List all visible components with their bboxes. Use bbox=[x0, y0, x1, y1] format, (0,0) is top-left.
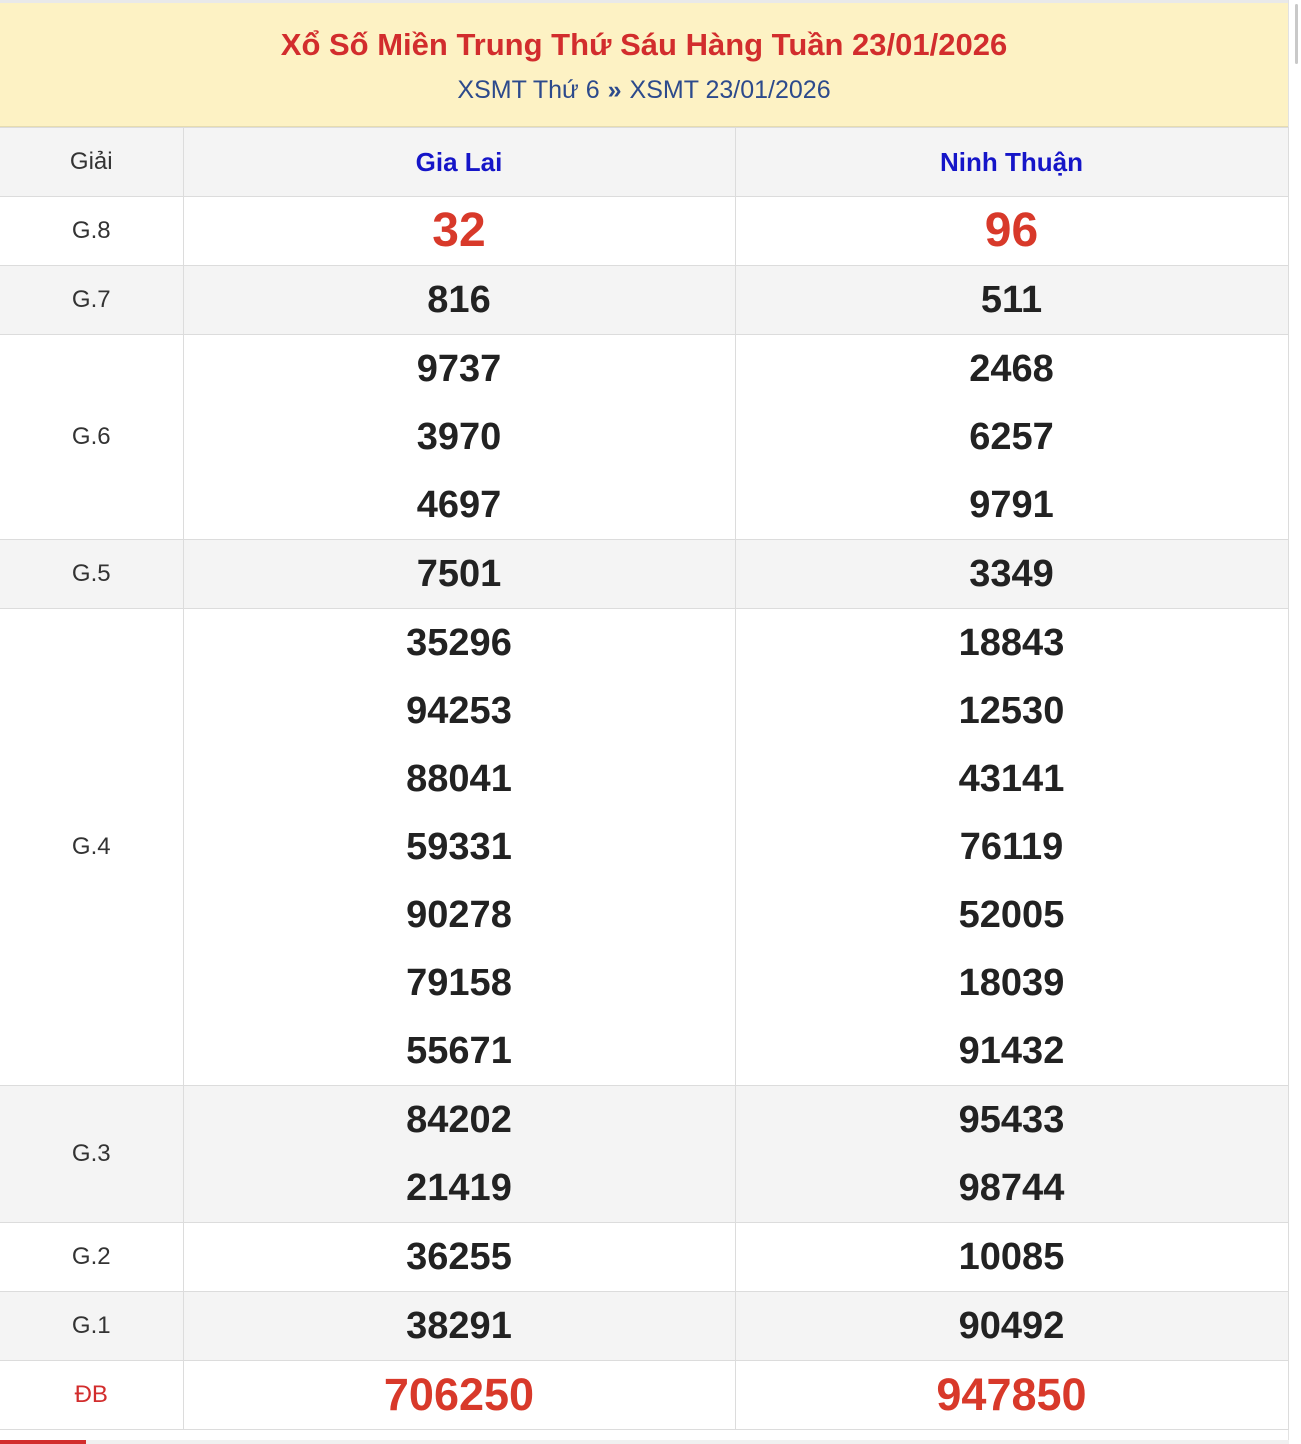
prize-name-special: ĐB bbox=[0, 1361, 183, 1430]
result-number: 18843 bbox=[958, 622, 1065, 664]
result-cell-gia-lai bbox=[183, 1086, 735, 1223]
result-number: 7501 bbox=[416, 553, 502, 595]
special-prize-number: 706250 bbox=[383, 1369, 535, 1420]
table-row bbox=[0, 1292, 1288, 1361]
result-number: 52005 bbox=[958, 894, 1065, 936]
bottom-tab-strip bbox=[0, 1440, 1289, 1444]
prize-column-header: Giải bbox=[0, 128, 183, 197]
result-number: 98744 bbox=[958, 1167, 1065, 1209]
result-number: 3349 bbox=[969, 553, 1054, 595]
result-number: 6257 bbox=[969, 416, 1054, 458]
result-cell-ninh-thuan bbox=[735, 1292, 1288, 1361]
result-cell-ninh-thuan bbox=[735, 335, 1288, 540]
result-number: 12530 bbox=[958, 690, 1065, 732]
result-number: 18039 bbox=[958, 962, 1065, 1004]
prize-name: G.2 bbox=[0, 1223, 183, 1292]
result-number: 88041 bbox=[406, 758, 512, 800]
result-cell-ninh-thuan bbox=[735, 197, 1288, 266]
active-tab-indicator bbox=[0, 1440, 86, 1444]
prize-name: G.1 bbox=[0, 1292, 183, 1361]
prize-name: G.7 bbox=[0, 266, 183, 335]
result-number: 90278 bbox=[406, 894, 512, 936]
result-number: 84202 bbox=[406, 1099, 512, 1141]
result-cell-ninh-thuan bbox=[735, 1223, 1288, 1292]
result-number: 91432 bbox=[958, 1030, 1065, 1072]
result-number: 21419 bbox=[406, 1167, 512, 1209]
result-number: 4697 bbox=[416, 484, 502, 526]
result-cell-ninh-thuan bbox=[735, 266, 1288, 335]
result-cell-ninh-thuan bbox=[735, 1086, 1288, 1223]
result-number: 43141 bbox=[958, 758, 1065, 800]
result-number: 38291 bbox=[406, 1305, 512, 1347]
result-number: 36255 bbox=[406, 1236, 512, 1278]
table-row bbox=[0, 266, 1288, 335]
result-number: 10085 bbox=[958, 1236, 1065, 1278]
result-cell-ninh-thuan bbox=[735, 1361, 1288, 1430]
prize-name: G.3 bbox=[0, 1086, 183, 1223]
result-cell-gia-lai bbox=[183, 1292, 735, 1361]
result-number: 3970 bbox=[416, 416, 502, 458]
result-cell-gia-lai bbox=[183, 1223, 735, 1292]
page-scrollbar[interactable] bbox=[1293, 0, 1301, 1444]
result-number: 9791 bbox=[969, 484, 1054, 526]
result-cell-gia-lai bbox=[183, 197, 735, 266]
prize-name: G.6 bbox=[0, 335, 183, 540]
result-number: 511 bbox=[980, 279, 1043, 321]
result-number: 816 bbox=[427, 279, 491, 321]
scrollbar-thumb[interactable] bbox=[1295, 4, 1298, 64]
breadcrumb-link-xsmt-date[interactable]: XSMT 23/01/2026 bbox=[629, 76, 831, 104]
result-number: 35296 bbox=[406, 622, 512, 664]
result-number: 90492 bbox=[958, 1305, 1065, 1347]
table-row bbox=[0, 335, 1288, 540]
table-row bbox=[0, 1223, 1288, 1292]
result-cell-gia-lai bbox=[183, 540, 735, 609]
result-cell-ninh-thuan bbox=[735, 540, 1288, 609]
results-table bbox=[0, 127, 1289, 1430]
prize-name: G.4 bbox=[0, 609, 183, 1086]
result-number: 94253 bbox=[406, 690, 512, 732]
result-cell-ninh-thuan bbox=[735, 609, 1288, 1086]
page-title: Xổ Số Miền Trung Thứ Sáu Hàng Tuần 23/01/2026 bbox=[280, 27, 1008, 62]
result-number: 79158 bbox=[406, 962, 512, 1004]
breadcrumb bbox=[0, 75, 1288, 105]
special-prize-number: 947850 bbox=[936, 1369, 1087, 1420]
result-cell-gia-lai bbox=[183, 335, 735, 540]
table-row bbox=[0, 540, 1288, 609]
result-number: 32 bbox=[432, 204, 486, 257]
results-header bbox=[0, 0, 1288, 127]
breadcrumb-separator: » bbox=[607, 76, 622, 104]
result-number: 2468 bbox=[969, 348, 1054, 390]
result-number: 95433 bbox=[958, 1099, 1065, 1141]
result-number: 9737 bbox=[416, 348, 502, 390]
result-number: 76119 bbox=[959, 826, 1064, 868]
result-number: 96 bbox=[984, 204, 1039, 257]
result-number: 55671 bbox=[406, 1030, 512, 1072]
table-header-row bbox=[0, 128, 1288, 197]
table-row-special bbox=[0, 1361, 1288, 1430]
prize-name: G.5 bbox=[0, 540, 183, 609]
result-cell-gia-lai bbox=[183, 266, 735, 335]
result-number: 59331 bbox=[406, 826, 512, 868]
breadcrumb-link-xsmt-thu-6[interactable]: XSMT Thứ 6 bbox=[457, 76, 600, 104]
prize-name: G.8 bbox=[0, 197, 183, 266]
table-row bbox=[0, 197, 1288, 266]
province-header-gia-lai[interactable]: Gia Lai bbox=[183, 128, 735, 197]
result-cell-gia-lai bbox=[183, 609, 735, 1086]
province-header-ninh-thuan[interactable]: Ninh Thuận bbox=[735, 128, 1288, 197]
table-row bbox=[0, 609, 1288, 1086]
table-row bbox=[0, 1086, 1288, 1223]
result-cell-gia-lai bbox=[183, 1361, 735, 1430]
